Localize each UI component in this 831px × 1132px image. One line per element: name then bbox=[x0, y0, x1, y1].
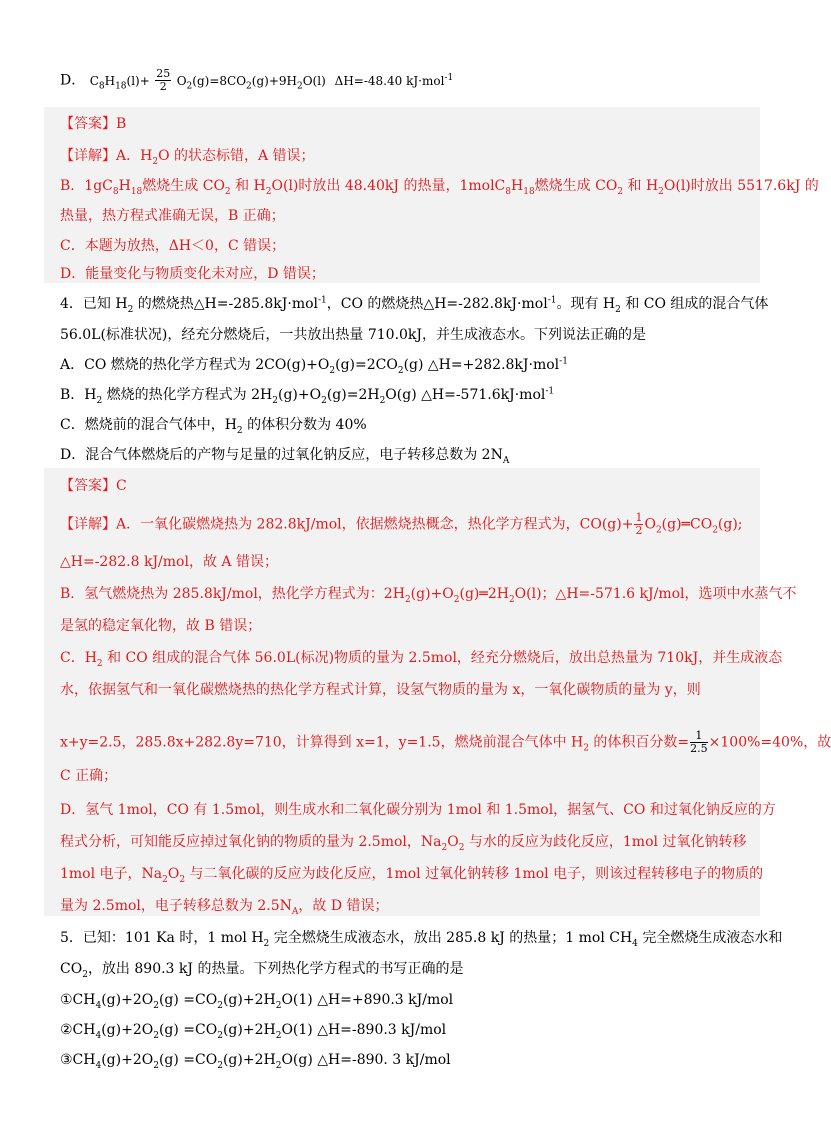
detail-4-d3: 1mol 电子，$Na_2O_2$ 与二氧化碳的反应为歧化反应，1mol 过氧化钠转移 1mol 电子，则该过程转移电子的物质的 bbox=[60, 866, 764, 885]
detail-4-d4: 量为 2.5mol，电子转移总数为 $2.5N_A$，故 D 错误； bbox=[60, 898, 389, 917]
q5-stem-1: 5．已知：101 Ka 时，1 mol $H_2$ 完全燃烧生成液态水，放出 285.8 kJ 的热量；1 mol $CH_4$ 完全燃烧生成液态水和 bbox=[60, 930, 783, 949]
detail-3-c: C．本题为放热，ΔH＜0，C 错误； bbox=[60, 238, 286, 254]
detail-4-c2: 水，依据氢气和一氧化碳燃烧热的热化学方程式计算，设氢气物质的量为 x，一氧化碳物质的量为 y，则 bbox=[60, 682, 701, 698]
detail-3-a: 【详解】A．$H_2O$ 的状态标错，A 错误； bbox=[60, 148, 315, 167]
answer-3: 【答案】B bbox=[60, 116, 127, 132]
detail-4-b2: 是氢的稳定氧化物，故 B 错误； bbox=[60, 618, 262, 634]
q5-item-3: $③CH_4(g)+2O_2(g) =CO_2(g)+2H_2O(g)$ △H=-890. 3 kJ/mol bbox=[60, 1052, 451, 1071]
q4-option-d: D．混合气体燃烧后的产物与足量的过氧化钠反应，电子转移总数为 $2N_A$ bbox=[60, 447, 510, 466]
q4-option-c: C．燃烧前的混合气体中，$H_2$ 的体积分数为 40% bbox=[60, 417, 367, 436]
detail-4-c: C．$H_2$ 和 CO 组成的混合气体 56.0L(标况)物质的量为 2.5mol，经充分燃烧后，放出总热量为 710kJ，并生成液态 bbox=[60, 650, 783, 669]
q3-option-d: D． $C_8H_{18}(l)+$ $\frac{25}{2}$ $O_2(g)=8CO_2(g)+9H_2O(l)$ ΔH=-48.40 kJ·mol$^{-1}$ bbox=[60, 67, 454, 93]
detail-4-a2: △H=-282.8 kJ/mol，故 A 错误； bbox=[60, 554, 278, 570]
detail-4-d2: 程式分析，可知能反应掉过氧化钠的物质的量为 2.5mol，$Na_2O_2$ 与水的反应为歧化反应，1mol 过氧化钠转移 bbox=[60, 834, 747, 853]
detail-4-a: 【详解】A．一氧化碳燃烧热为 282.8kJ/mol，依据燃烧热概念，热化学方程式为，CO(g)+ $\frac{1}{2}$ $O_2(g)═CO_2(g)$; bbox=[60, 511, 743, 537]
detail-3-b2: 热量，热方程式准确无误，B 正确； bbox=[60, 208, 285, 224]
q5-stem-2: $CO_2$，放出 890.3 kJ 的热量。下列热化学方程式的书写正确的是 bbox=[60, 961, 464, 980]
answer-4: 【答案】C bbox=[60, 478, 127, 494]
detail-4-c4: C 正确； bbox=[60, 768, 118, 784]
fraction: $\frac{25}{2}$ bbox=[156, 67, 171, 93]
q4-stem-1: 4．已知 $H_2$ 的燃烧热△H=-285.8kJ·mol$^{-1}$，CO 的燃烧热△H=-282.8kJ·mol$^{-1}$。现有 $H_2$ 和 CO 组成的混合气体 bbox=[60, 295, 769, 315]
detail-4-c3: x+y=2.5，285.8x+282.8y=710，计算得到 x=1，y=1.5，燃烧前混合气体中 $H_2$ 的体积百分数= $\frac{1}{2.5}$ ×100%=40%，故 bbox=[60, 729, 831, 755]
fraction: $\frac{1}{2}$ bbox=[635, 511, 643, 537]
detail-3-d: D．能量变化与物质变化未对应，D 错误； bbox=[60, 266, 325, 282]
q4-option-b: B．$H_2$ 燃烧的热化学方程式为 $2H_2(g)+O_2(g)=2H_2O(g)$ △H=-571.6kJ·mol$^{-1}$ bbox=[60, 386, 555, 406]
q4-option-a: A．CO 燃烧的热化学方程式为 $2CO(g)+O_2(g)=2CO_2(g)$ △H=+282.8kJ·mol$^{-1}$ bbox=[60, 356, 568, 376]
q5-item-2: $②CH_4(g)+2O_2(g) =CO_2(g)+2H_2O(1)$ △H=-890.3 kJ/mol bbox=[60, 1022, 447, 1041]
fraction: $\frac{1}{2.5}$ bbox=[690, 729, 708, 755]
q5-item-1: $①CH_4(g)+2O_2(g) =CO_2(g)+2H_2O(1)$ △H=+890.3 kJ/mol bbox=[60, 992, 454, 1011]
q4-stem-2: 56.0L(标准状况)，经充分燃烧后，一共放出热量 710.0kJ，并生成液态水。下列说法正确的是 bbox=[60, 327, 647, 343]
detail-4-b: B．氢气燃烧热为 285.8kJ/mol，热化学方程式为：$2H_2(g)+O_2(g)═2H_2O(l)$；△H=-571.6 kJ/mol，选项中水蒸气不 bbox=[60, 586, 797, 605]
detail-4-d: D．氢气 1mol，CO 有 1.5mol，则生成水和二氧化碳分别为 1mol 和 1.5mol，据氢气、CO 和过氧化钠反应的方 bbox=[60, 802, 776, 818]
detail-3-b: B．$1gC_8H_{18}$燃烧生成 $CO_2$ 和 $H_2O(l)$时放出 48.40kJ 的热量，$1molC_8H_{18}$燃烧生成 $CO_2$ 和 $H_2O(l)$时放出 5517.6kJ 的 bbox=[60, 178, 819, 197]
